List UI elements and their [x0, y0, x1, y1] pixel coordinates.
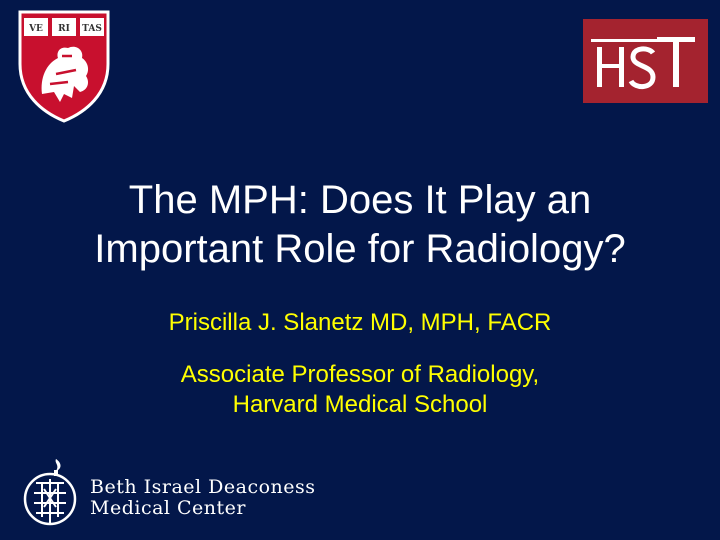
bidmc-name-line-2: Medical Center [90, 497, 247, 519]
author-affiliation [60, 360, 660, 420]
affiliation-line-2: Harvard Medical School [232, 391, 488, 418]
title-line-1: The MPH: Does It Play an [128, 178, 592, 222]
hst-logo [583, 19, 708, 103]
harvard-shield-logo [16, 8, 112, 124]
hst-logo-mark [583, 19, 708, 103]
svg-text:VE: VE [29, 24, 43, 34]
author-name: Priscilla J. Slanetz MD, MPH, FACR [168, 309, 552, 336]
svg-text:RI: RI [58, 24, 70, 34]
title-line-2: Important Role for Radiology? [94, 227, 626, 271]
slide-title [40, 176, 680, 274]
bidmc-emblem-icon [22, 455, 82, 527]
bidmc-name-line-1: Beth Israel Deaconess [90, 476, 316, 498]
svg-text:TAS: TAS [82, 24, 102, 34]
bidmc-logo [22, 455, 322, 527]
affiliation-line-1: Associate Professor of Radiology, [180, 361, 540, 388]
bidmc-name [90, 477, 316, 519]
